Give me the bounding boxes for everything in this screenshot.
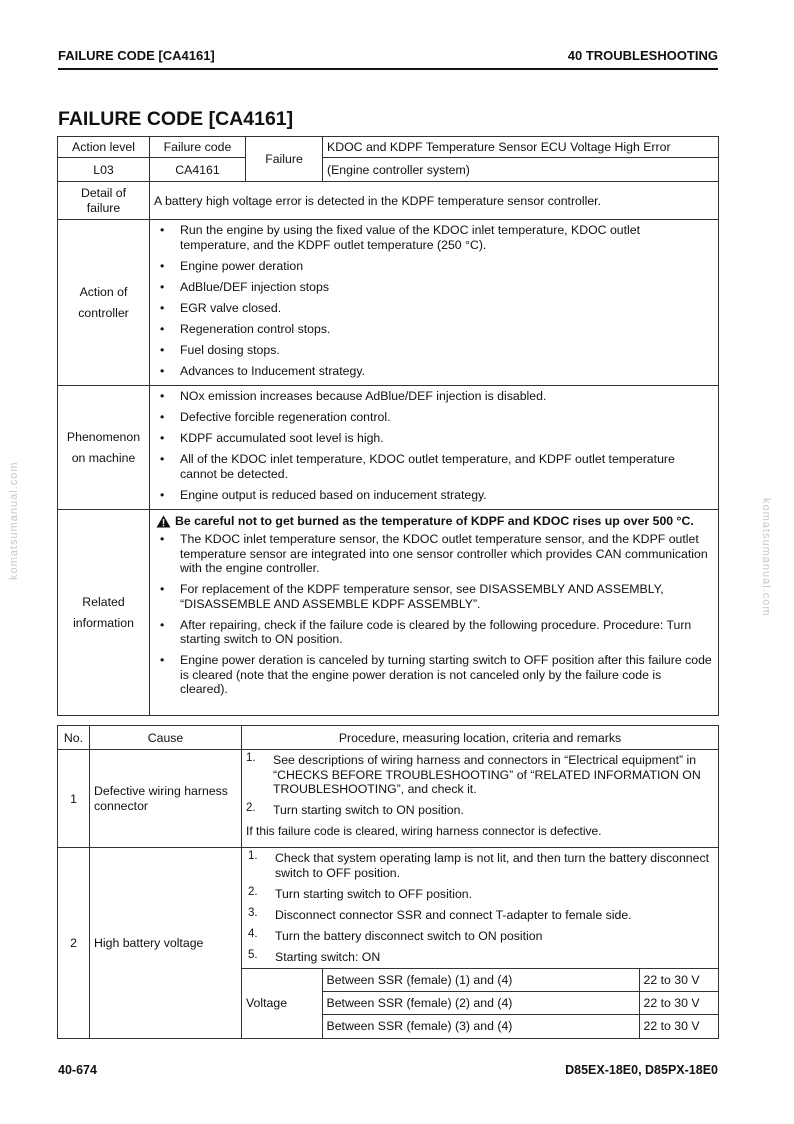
failure-code-label: Failure code <box>150 137 246 158</box>
measure-value: 22 to 30 V <box>639 1015 718 1038</box>
list-item: • KDPF accumulated soot level is high. <box>156 431 712 446</box>
list-item: 1. See descriptions of wiring harness and connectors in “Electrical equipment” in “CHECKS BEFORE TROUBLESHOOTING” of “RELATED INFORMATION ON TROUBLESHOOTING”, and check it. <box>246 752 701 796</box>
procedure-note: If this failure code is cleared, wiring harness connector is defective. <box>246 824 602 838</box>
list-item: 3. Disconnect connector SSR and connect T-adapter to female side. <box>248 906 632 922</box>
measure-point: Between SSR (female) (2) and (4) <box>322 992 639 1015</box>
page-header <box>58 48 718 70</box>
action-label: Action of controller <box>58 220 150 386</box>
list-item: • Run the engine by using the fixed value of the KDOC inlet temperature, KDOC outlet temperature, and the KDPF outlet temperature (250 °C). <box>156 223 712 252</box>
list-item: • Engine power deration <box>156 259 712 274</box>
row-number: 2 <box>58 848 90 1039</box>
action-level-label: Action level <box>58 137 150 158</box>
measure-label: Voltage <box>242 969 322 1038</box>
voltage-table <box>242 968 718 1038</box>
col-header-no: No. <box>58 726 90 750</box>
header-chapter: 40 TROUBLESHOOTING <box>567 48 718 63</box>
procedure-steps <box>242 848 718 964</box>
list-item: • Fuel dosing stops. <box>156 343 712 358</box>
list-item: • The KDOC inlet temperature sensor, the KDOC outlet temperature sensor, and the KDPF outlet temperature sensor are integrated into one sensor controller which provides CAN communication with the engine controller. <box>156 532 712 576</box>
action-level-value: L03 <box>58 158 150 182</box>
phenomenon-label: Phenomenon on machine <box>58 386 150 510</box>
detail-text: A battery high voltage error is detected in the KDPF temperature sensor controller. <box>150 182 719 220</box>
failure-info-table <box>57 136 719 716</box>
list-item: • For replacement of the KDPF temperature sensor, see DISASSEMBLY AND ASSEMBLY, “DISASSEMBLE AND ASSEMBLE KDPF ASSEMBLY”. <box>156 582 712 611</box>
list-item: • Regeneration control stops. <box>156 322 712 337</box>
header-section-title: FAILURE CODE [CA4161] <box>58 48 215 63</box>
list-item: 5. Starting switch: ON <box>248 948 381 964</box>
phenomenon-list <box>150 386 718 502</box>
watermark-right: komatsumanual.com <box>760 498 772 617</box>
warning-notice <box>150 510 718 532</box>
list-item: 2. Turn starting switch to ON position. <box>246 802 464 817</box>
list-item: • NOx emission increases because AdBlue/DEF injection is disabled. <box>156 389 712 404</box>
related-list <box>150 532 718 697</box>
warning-icon <box>156 515 171 528</box>
list-item: • AdBlue/DEF injection stops <box>156 280 712 295</box>
watermark-left: komatsumanual.com <box>8 461 20 580</box>
page-title: FAILURE CODE [CA4161] <box>58 108 294 130</box>
page-footer <box>58 1063 718 1077</box>
failure-label: Failure <box>246 137 323 182</box>
measure-point: Between SSR (female) (3) and (4) <box>322 1015 639 1038</box>
failure-description-line1: KDOC and KDPF Temperature Sensor ECU Voltage High Error <box>323 137 719 158</box>
col-header-procedure: Procedure, measuring location, criteria and remarks <box>242 726 719 750</box>
list-item: • EGR valve closed. <box>156 301 712 316</box>
warning-text: Be careful not to get burned as the temperature of KDPF and KDOC rises up over 500 °C. <box>175 514 694 528</box>
table-row <box>58 848 719 1039</box>
detail-label: Detail of failure <box>58 182 150 220</box>
row-cause: Defective wiring harness connector <box>90 750 242 848</box>
list-item: 4. Turn the battery disconnect switch to ON position <box>248 927 543 943</box>
row-cause: High battery voltage <box>90 848 242 1039</box>
measure-value: 22 to 30 V <box>639 992 718 1015</box>
col-header-cause: Cause <box>90 726 242 750</box>
list-item: • Engine power deration is canceled by turning starting switch to OFF position after this failure code is cleared (note that the engine power deration is not canceled only by the failure code is cleared). <box>156 653 712 697</box>
related-label: Related information <box>58 510 150 716</box>
list-item: 2. Turn starting switch to OFF position. <box>248 885 473 901</box>
table-row <box>58 750 719 848</box>
row-number: 1 <box>58 750 90 848</box>
cause-table <box>57 725 719 1039</box>
measure-point: Between SSR (female) (1) and (4) <box>322 969 639 992</box>
list-item: • Defective forcible regeneration control. <box>156 410 712 425</box>
list-item: • Engine output is reduced based on inducement strategy. <box>156 488 712 503</box>
model-name: D85EX-18E0, D85PX-18E0 <box>565 1063 718 1077</box>
list-item: • All of the KDOC inlet temperature, KDOC outlet temperature, and KDPF outlet temperature cannot be detected. <box>156 452 712 481</box>
list-item: • After repairing, check if the failure code is cleared by the following procedure. Procedure: Turn starting switch to ON position. <box>156 618 712 647</box>
failure-code-value: CA4161 <box>150 158 246 182</box>
list-item: 1. Check that system operating lamp is not lit, and then turn the battery disconnect switch to OFF position. <box>248 850 710 880</box>
procedure-steps <box>242 750 718 818</box>
list-item: • Advances to Inducement strategy. <box>156 364 712 379</box>
action-list <box>150 220 718 378</box>
page-number: 40-674 <box>58 1063 97 1077</box>
failure-description-line2: (Engine controller system) <box>323 158 719 182</box>
measure-value: 22 to 30 V <box>639 969 718 992</box>
